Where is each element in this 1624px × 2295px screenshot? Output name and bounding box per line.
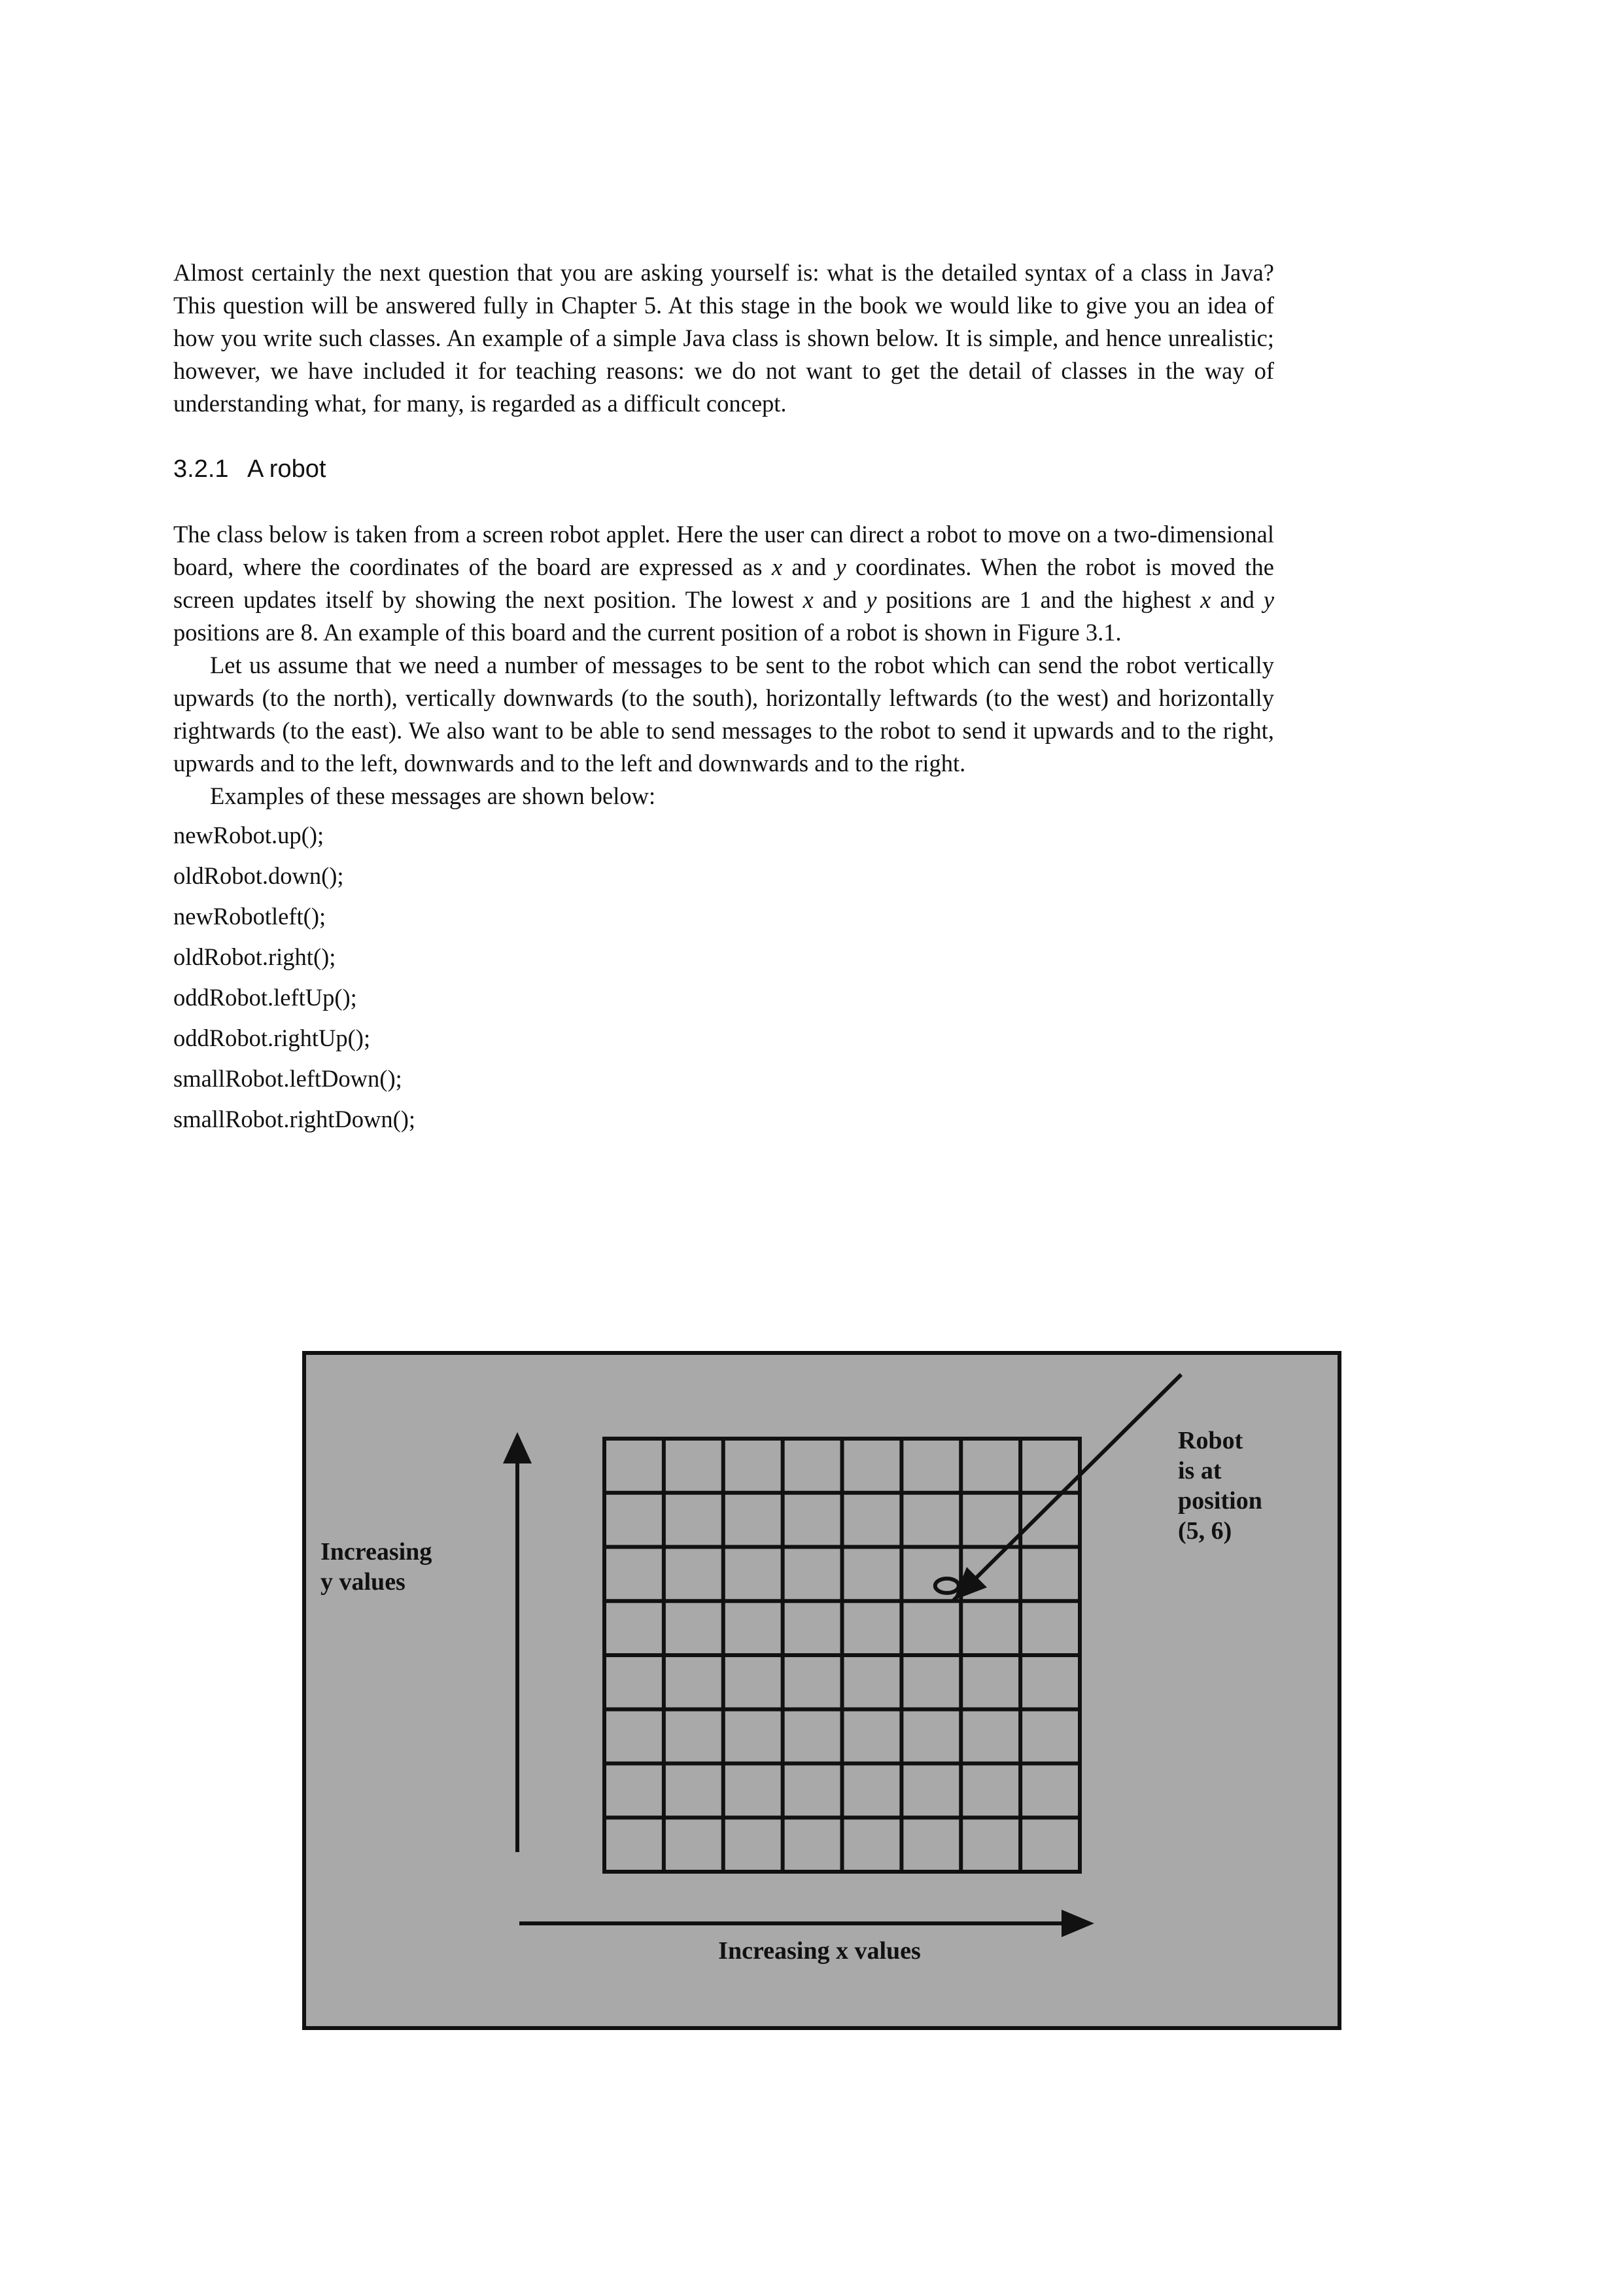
robot-paragraph-part3: positions are 1 and the highest	[876, 586, 1201, 613]
x-axis-label: Increasing x values	[718, 1937, 921, 1965]
code-line: newRobotleft();	[173, 903, 326, 930]
intro-paragraph: Almost certainly the next question that you are asking yourself is: what is the detailed syntax of a class in Java? This question will be answered fully in Chapter 5. At this stage in the book we would like to give you an idea of how you write such classes. An example of a simple Java class is shown below. It is simple, and hence unrealistic; however, we have included it for teaching reasons: we do not want to get the detail of classes in the way of understanding what, for many, is regarded as a difficult concept.	[173, 259, 1274, 417]
robot-label-line1: Robot	[1178, 1427, 1243, 1454]
examples-intro: Examples of these messages are shown below:	[210, 782, 656, 809]
board-grid	[604, 1439, 1080, 1872]
robot-paragraph-and2: and	[813, 586, 867, 613]
robot-label-line2: is at	[1178, 1457, 1222, 1484]
code-line: oldRobot.down();	[173, 862, 344, 889]
x-axis-arrow-head	[1062, 1910, 1094, 1937]
robot-board-figure	[302, 1351, 1341, 2030]
y-axis-label-line2: y values	[320, 1568, 406, 1596]
section-title: A robot	[247, 455, 326, 483]
var-x: x	[771, 553, 783, 580]
section-number: 3.2.1	[173, 455, 229, 483]
var-y: y	[835, 553, 846, 580]
robot-label-line4: (5, 6)	[1178, 1517, 1232, 1545]
code-examples	[173, 815, 1274, 1140]
code-line: oddRobot.leftUp();	[173, 984, 357, 1011]
code-line: oldRobot.right();	[173, 943, 336, 970]
robot-paragraph-part2: coordinates. When the robot is moved the screen updates itself by showing the next position. The lowest	[173, 553, 1274, 613]
robot-paragraph-part4: positions are 8. An example of this board and the current position of a robot is shown in Figure 3.1.	[173, 619, 1122, 646]
var-y: y	[866, 586, 877, 613]
var-y: y	[1263, 586, 1275, 613]
robot-paragraph-and1: and	[782, 553, 836, 580]
robot-paragraph	[173, 518, 1274, 649]
robot-paragraph-part1: The class below is taken from a screen robot applet. Here the user can direct a robot to move on a two-dimensional board, where the coordinates of the board are expressed as	[173, 521, 1274, 580]
robot-marker	[935, 1579, 959, 1593]
code-line: newRobot.up();	[173, 822, 324, 849]
y-axis-label	[320, 1537, 491, 1597]
messages-paragraph: Let us assume that we need a number of messages to be sent to the robot which can send the robot vertically upwards (to the north), vertically downwards (to the south), horizontally leftwards (to the west) and horizontally rightwards (to the east). We also want to be able to send messages to the robot to send it upwards and to the right, upwards and to the left, downwards and to the left and downwards and to the right.	[173, 652, 1274, 777]
code-line: smallRobot.leftDown();	[173, 1065, 402, 1092]
robot-paragraph-and3: and	[1211, 586, 1264, 613]
var-x: x	[1200, 586, 1211, 613]
code-line: oddRobot.rightUp();	[173, 1025, 371, 1051]
y-axis-arrow-head	[503, 1432, 532, 1463]
robot-position-label	[1178, 1426, 1309, 1546]
page-text	[173, 256, 1274, 1140]
robot-label-line3: position	[1178, 1487, 1262, 1515]
code-line: smallRobot.rightDown();	[173, 1106, 416, 1132]
section-heading	[173, 453, 1274, 485]
y-axis-label-line1: Increasing	[320, 1538, 432, 1566]
robot-pointer-line	[954, 1375, 1181, 1600]
var-x: x	[803, 586, 814, 613]
